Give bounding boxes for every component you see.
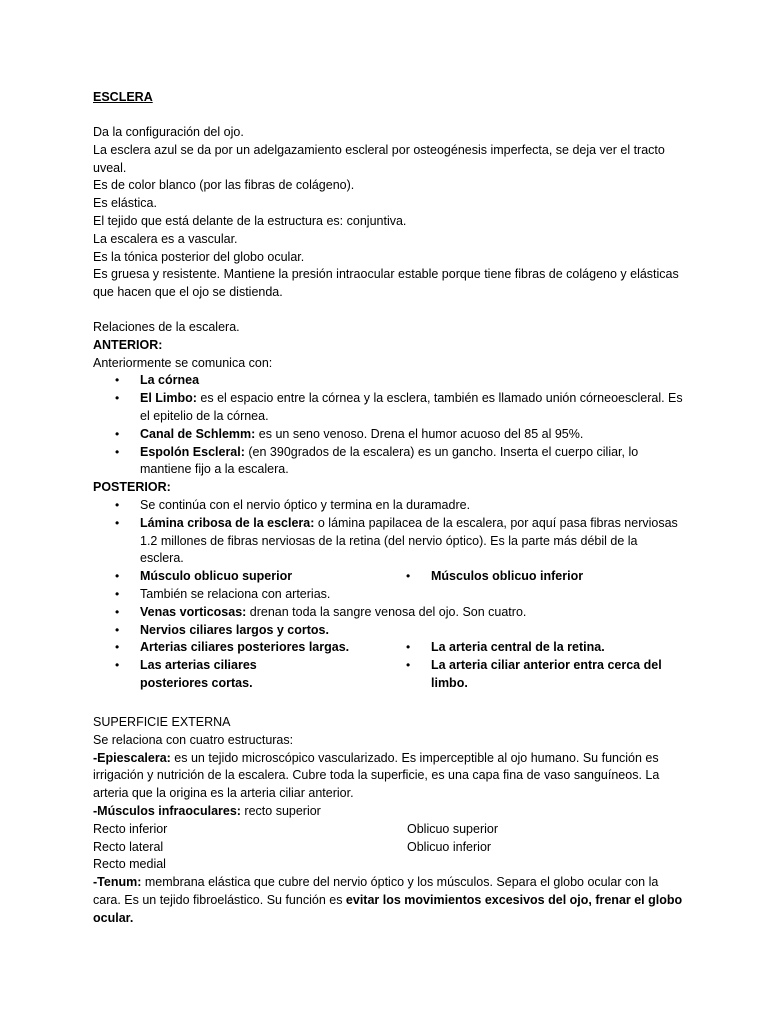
bullet-icon: •	[115, 373, 120, 388]
muscle-left: Recto inferior	[93, 821, 168, 836]
item-bold: Lámina cribosa de la esclera:	[140, 515, 315, 530]
list-item	[93, 390, 683, 426]
relations-section	[93, 319, 683, 693]
term-text: recto superior	[240, 803, 321, 818]
bullet-icon: •	[406, 569, 411, 584]
two-column-row	[93, 568, 683, 586]
list-item	[93, 497, 683, 515]
term-bold: -Tenum:	[93, 875, 142, 890]
intro-line: Es la tónica posterior del globo ocular.	[93, 249, 305, 264]
intro-line: Da la configuración del ojo.	[93, 125, 244, 139]
item-bold: Venas vorticosas:	[140, 604, 247, 619]
muscle-left: Recto lateral	[93, 839, 164, 854]
item-text: es el espacio entre la córnea y la esclera, también es llamado unión córneoescleral. Es el epitelio de la córnea.	[140, 391, 683, 423]
paragraph-muscles	[93, 803, 683, 821]
bullet-icon: •	[406, 640, 411, 655]
term-text: membrana elástica que cubre del nervio óptico y los músculos. Separa el globo ocular con la cara. Es un tejido fibroelástico. Su función es	[93, 875, 659, 907]
item-bold: Músculo oblicuo superior	[140, 569, 293, 584]
section-heading: SUPERFICIE EXTERNA	[93, 715, 231, 729]
bullet-icon: •	[115, 586, 120, 601]
term-bold: -Músculos infraoculares:	[93, 803, 241, 818]
item-bold: La arteria ciliar anterior entra cerca del limbo.	[431, 658, 662, 690]
muscle-right: Oblicuo inferior	[407, 839, 492, 854]
item-bold: Espolón Escleral:	[140, 444, 245, 459]
list-item	[93, 568, 406, 586]
list-item	[93, 657, 406, 693]
item-bold: Nervios ciliares largos y cortos.	[140, 622, 329, 637]
muscle-row	[93, 839, 683, 857]
item-bold: La arteria central de la retina.	[431, 640, 605, 655]
item-bold: La córnea	[140, 373, 200, 388]
item-text: También se relaciona con arterias.	[140, 586, 331, 601]
intro-line: Es elástica.	[93, 196, 157, 211]
bullet-icon: •	[115, 515, 120, 530]
item-bold: El Limbo:	[140, 391, 197, 406]
bullet-icon: •	[115, 640, 120, 655]
relations-title: Relaciones de la escalera.	[93, 320, 240, 334]
intro-line: La escalera es a vascular.	[93, 231, 238, 246]
external-surface-section	[93, 714, 683, 928]
list-item	[93, 372, 683, 390]
list-item	[93, 444, 683, 480]
list-item	[93, 586, 683, 604]
posterior-heading: POSTERIOR:	[93, 480, 171, 495]
intro-line: La esclera azul se da por un adelgazamiento escleral por osteogénesis imperfecta, se deja ver el tracto uveal.	[93, 142, 665, 175]
muscle-row	[93, 821, 683, 839]
muscle-row	[93, 856, 683, 874]
bullet-icon: •	[115, 497, 120, 512]
bullet-icon: •	[115, 444, 120, 459]
page-title: ESCLERA	[93, 90, 153, 104]
anterior-list	[93, 372, 683, 479]
bullet-icon: •	[115, 391, 120, 406]
paragraph-epiescalera	[93, 750, 683, 803]
intro-section	[93, 124, 683, 302]
item-bold: Canal de Schlemm:	[140, 426, 256, 441]
posterior-list	[93, 497, 683, 568]
term-text: es un tejido microscópico vascularizado. Es imperceptible al ojo humano. Su función es irrigación y nutrición de la escalera. Cubre toda la superficie, es una capa fina de vaso sanguíneos. La arteria que la origina es la arteria ciliar anterior.	[93, 750, 660, 801]
term-bold: evitar los movimientos excesivos del ojo, frenar el globo ocular.	[93, 892, 683, 925]
intro-line: El tejido que está delante de la estructura es: conjuntiva.	[93, 213, 407, 228]
posterior-list-cont	[93, 586, 683, 639]
item-text: drenan toda la sangre venosa del ojo. Son cuatro.	[246, 604, 527, 619]
list-item	[406, 657, 676, 693]
list-item	[406, 639, 676, 657]
item-text: es un seno venoso. Drena el humor acuoso del 85 al 95%.	[255, 426, 584, 441]
bullet-icon: •	[115, 622, 120, 637]
intro-line: Es gruesa y resistente. Mantiene la presión intraocular estable porque tiene fibras de colágeno y elásticas que hacen que el ojo se distienda.	[93, 267, 679, 300]
muscle-left: Recto medial	[93, 857, 166, 872]
list-item	[93, 604, 683, 622]
intro-line: Es de color blanco (por las fibras de colágeno).	[93, 178, 355, 193]
bullet-icon: •	[115, 426, 120, 441]
term-bold: -Epiescalera:	[93, 750, 171, 765]
paragraph-tenum	[93, 874, 683, 927]
item-bold: Las arterias ciliares posteriores cortas.	[140, 658, 257, 690]
list-item	[93, 515, 683, 568]
item-text: (en 390grados de la escalera) es un gancho. Inserta el cuerpo ciliar, lo mantiene fijo a la escalera.	[140, 444, 639, 477]
item-bold: Arterias ciliares posteriores largas.	[140, 640, 350, 655]
item-bold: Músculos oblicuo inferior	[431, 569, 584, 584]
item-text: Se continúa con el nervio óptico y termina en la duramadre.	[140, 497, 471, 512]
anterior-heading: ANTERIOR:	[93, 337, 163, 352]
bullet-icon: •	[115, 604, 120, 619]
anterior-lead: Anteriormente se comunica con:	[93, 355, 273, 370]
muscle-right: Oblicuo superior	[407, 821, 499, 836]
list-item	[93, 426, 683, 444]
bullet-icon: •	[406, 658, 411, 673]
list-item	[93, 639, 406, 657]
list-item	[406, 568, 676, 586]
list-item	[93, 622, 683, 640]
item-text: o lámina papilacea de la escalera, por aquí pasa fibras nerviosas 1.2 millones de fibras nerviosas de la retina (del nervio óptico). Es la parte más débil de la esclera.	[140, 515, 678, 566]
section-lead: Se relaciona con cuatro estructuras:	[93, 732, 294, 747]
bullet-icon: •	[115, 569, 120, 584]
two-column-row	[93, 639, 683, 692]
bullet-icon: •	[115, 658, 120, 673]
